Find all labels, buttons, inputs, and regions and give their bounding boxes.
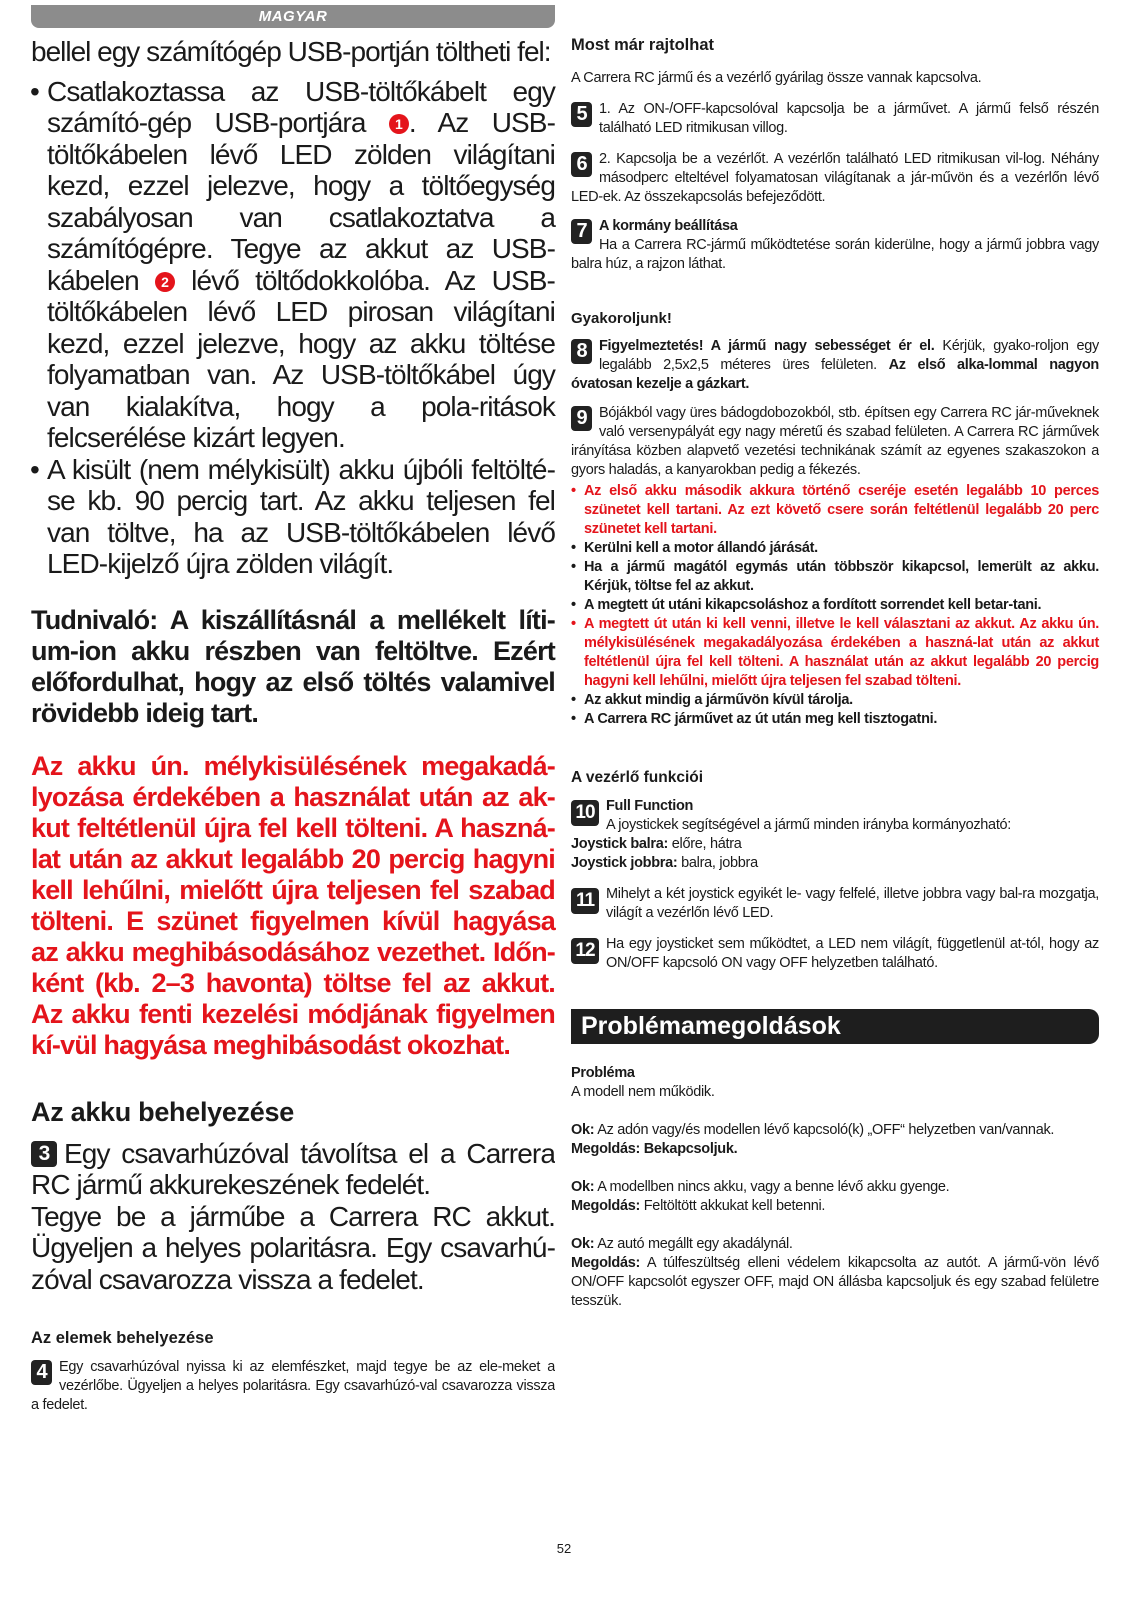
- step-8-text: Kérjük, gyako-roljon egy legalább 2,5x2,5 méteres üres felületen.: [599, 338, 1099, 373]
- shipping-note: Tudnivaló: A kiszállításnál a mellékelt líti-um-ion akku részben van feltöltve. Ezért előfordulhat, hogy az első töltés valamivel rövidebb ideig tart.: [31, 604, 555, 728]
- step-4-number: 4: [31, 1360, 52, 1385]
- list-item-text: A Carrera RC járművet az út után meg kell tisztogatni.: [584, 711, 938, 727]
- list-item: • A megtett út utáni kikapcsoláshoz a fordított sorrendet kell betar-tani.: [571, 597, 1042, 613]
- step-6: [571, 150, 1099, 207]
- step-12: [571, 935, 1099, 973]
- right-column: [571, 36, 1099, 1311]
- battery-insert-heading: Az akku behelyezése: [31, 1096, 294, 1127]
- cause-text: A modellben nincs akku, vagy a benne lévő akku gyenge.: [594, 1179, 950, 1195]
- step-8: [571, 337, 1099, 394]
- step-9-number: 9: [571, 406, 592, 431]
- troubleshooting-banner: Problémamegoldások: [571, 1009, 1099, 1044]
- step-10: [571, 797, 1099, 873]
- bullet-text: . Az USB-töltőkábelen lévő LED zölden világítani kezd, ezzel jelezve, hogy a töltőegység szabályosan van csatlakoztatva a számítógépre. Tegye az akkut az USB-kábelen: [47, 107, 555, 296]
- step-11-text: Mihelyt a két joystick egyikét le- vagy felfelé, illetve jobbra vagy bal-ra mozgatja, világít a vezérlőn lévő LED.: [606, 886, 1099, 921]
- callout-2-icon: 2: [155, 272, 175, 292]
- bullet-charge-time: [31, 454, 555, 580]
- step-4: [31, 1358, 555, 1415]
- list-item: • Kerülni kell a motor állandó járását.: [571, 540, 818, 556]
- step-10-title: Full Function: [606, 798, 694, 814]
- bullet-text: Csatlakoztassa az USB-töltőkábelt egy számító-gép USB-portjára: [47, 75, 555, 138]
- list-item-text: Az első akku második akkura történő cseréje esetén legalább 10 perces szünetet kell tartani. Az ezt követő csere során feltétlenül legalább 20 perc szünetet kell tartani.: [584, 483, 1099, 537]
- step-7-title: A kormány beállítása: [599, 218, 738, 234]
- step-7: [571, 217, 1099, 274]
- page-number: 52: [556, 1541, 572, 1556]
- solution-label: Megoldás:: [571, 1255, 641, 1271]
- list-item-text: Az akkut mindig a járművön kívül tárolja.: [584, 692, 853, 708]
- list-item: • Az első akku második akkura történő cseréje esetén legalább 10 perces szünetet kell tartani. Az ezt követő csere során feltétlenül legalább 20 perc szünetet kell tartani.: [571, 483, 1099, 537]
- cause-text: Az autó megállt egy akadálynál.: [594, 1236, 793, 1252]
- practice-heading: Gyakoroljunk!: [571, 310, 672, 327]
- bullet-dot: •: [30, 75, 39, 107]
- list-item: • A megtett út után ki kell venni, illetve le kell választani az akkut. Az akku ún. mélykisülésének megakadályozása érdekében a haszná-lat után az akkut feltétlenül újra fel kell tölteni. A használat után az akkut legalább 20 percig hagyni kell lehűlni, mielőtt újra teljesen fel szabad tölteni.: [571, 616, 1099, 689]
- list-item-text: Kerülni kell a motor állandó járását.: [584, 540, 818, 556]
- list-item: • Ha a jármű magától egymás után többször kikapcsol, lemerült az akku. Kérjük, töltse fel az akkut.: [571, 559, 1099, 594]
- cause-label: Ok:: [571, 1236, 595, 1252]
- language-tab: MAGYAR: [31, 5, 555, 28]
- left-column: [31, 36, 555, 1415]
- step-7-text: Ha a Carrera RC-jármű működtetése során kiderülne, hogy a jármű jobbra vagy balra húz, a rajzon láthat.: [571, 237, 1099, 272]
- step-6-text: 2. Kapcsolja be a vezérlőt. A vezérlőn található LED ritmikusan vil-log. Néhány másodperc elteltével folyamatosan világítanak a jár-művön és a vezérlőn lévő LED-ek. Az összekapcsolás befejeződött.: [571, 151, 1099, 205]
- bullet-text: lévő töltődokkolóba. Az USB-töltőkábelen lévő LED pirosan világítani kezd, ezzel jelezve, hogy az akku töltése folyamatban van. Az USB-töltőkábel úgy van kialakítva, hogy a pola-ritások felcserélése kizárt legyen.: [47, 264, 555, 453]
- bullet-dot: •: [30, 453, 39, 485]
- problem-text: A modell nem működik.: [571, 1084, 715, 1100]
- charging-instructions: [31, 36, 555, 580]
- step-3-text: Egy csavarhúzóval távolítsa el a Carrera RC jármű akkurekeszének fedelét.: [31, 1137, 555, 1200]
- start-heading: Most már rajtolhat: [571, 36, 715, 54]
- solution-text: Megoldás: Bekapcsoljuk.: [571, 1141, 738, 1157]
- step-11: [571, 885, 1099, 923]
- cause-text: Az adón vagy/és modellen lévő kapcsoló(k) „OFF“ helyzetben van/vannak.: [594, 1122, 1055, 1138]
- joystick-left-text: előre, hátra: [668, 836, 742, 852]
- start-intro: A Carrera RC jármű és a vezérlő gyárilag össze vannak kapcsolva.: [571, 70, 982, 86]
- solution-label: Megoldás:: [571, 1198, 641, 1214]
- step-10-text: A joystickek segítségével a jármű minden irányba kormányozható:: [606, 817, 1012, 833]
- step-6-number: 6: [571, 152, 592, 177]
- list-item: • Az akkut mindig a járművön kívül tárolja.: [571, 692, 853, 708]
- bullet-usb-charging: [31, 76, 555, 454]
- step-4-text: Egy csavarhúzóval nyissa ki az elemfészket, majd tegye be az ele-meket a vezérlőbe. Ügyeljen a helyes polaritásra. Egy csavarhúzó-val csavarozza vissza a fedelet.: [31, 1359, 555, 1413]
- list-item: • A Carrera RC járművet az út után meg kell tisztogatni.: [571, 711, 938, 727]
- cause-label: Ok:: [571, 1122, 595, 1138]
- step-12-number: 12: [571, 938, 599, 964]
- step-5-text: 1. Az ON-/OFF-kapcsolóval kapcsolja be a járművet. A jármű felső részén található LED ritmikusan villog.: [599, 101, 1099, 136]
- step-8-warning: Figyelmeztetés! A jármű nagy sebességet ér el.: [599, 338, 935, 354]
- callout-1-icon: 1: [389, 114, 409, 134]
- list-item-text: Ha a jármű magától egymás után többször kikapcsol, lemerült az akku. Kérjük, töltse fel az akkut.: [584, 559, 1099, 594]
- bullet-text: A kisült (nem mélykisült) akku újbóli feltölté-se kb. 90 percig tart. Az akku teljesen fel van töltve, ha az USB-töltőkábelen lévő LED-kijelző újra zölden világít.: [47, 453, 555, 579]
- intro-text: bellel egy számítógép USB-portján töltheti fel:: [31, 36, 551, 67]
- step-5-number: 5: [571, 102, 592, 127]
- step-5: [571, 100, 1099, 138]
- list-item-text: A megtett út után ki kell venni, illetve le kell választani az akkut. Az akku ún. mélykisülésének megakadályozása érdekében a haszná-lat után az akkut feltétlenül újra fel kell tölteni. A használat után az akkut legalább 20 percig hagyni kell lehűlni, mielőtt újra teljesen fel szabad tölteni.: [584, 616, 1099, 689]
- step-7-number: 7: [571, 219, 592, 244]
- step-12-text: Ha egy joysticket sem működtet, a LED nem világít, függetlenül at-tól, hogy az ON/OFF kapcsoló ON vagy OFF helyzetben található.: [606, 936, 1099, 971]
- step-11-number: 11: [571, 888, 599, 914]
- problem-label: Probléma: [571, 1065, 635, 1081]
- controller-heading: A vezérlő funkciói: [571, 769, 704, 786]
- step-10-number: 10: [571, 800, 599, 826]
- step-3-text-2: Tegye be a járműbe a Carrera RC akkut. Ügyeljen a helyes polaritásra. Egy csavarhú-zóval csavarozza vissza a fedelet.: [31, 1200, 555, 1295]
- solution-text: Feltöltött akkukat kell betenni.: [640, 1198, 826, 1214]
- joystick-right-label: Joystick jobbra:: [571, 855, 678, 871]
- cells-insert-heading: Az elemek behelyezése: [31, 1329, 214, 1347]
- practice-bullets: [571, 482, 1099, 729]
- step-3-number: 3: [31, 1141, 57, 1167]
- step-8-number: 8: [571, 339, 592, 364]
- step-9: [571, 404, 1099, 480]
- troubleshooting: [571, 1064, 1099, 1311]
- step-8-caution: Az első alka-lommal nagyon óvatosan kezelje a gázkart.: [571, 357, 1099, 392]
- list-item-text: A megtett út utáni kikapcsoláshoz a fordított sorrendet kell betar-tani.: [584, 597, 1042, 613]
- cause-label: Ok:: [571, 1179, 595, 1195]
- joystick-left-label: Joystick balra:: [571, 836, 669, 852]
- step-9-text: Bójákból vagy üres bádogdobozokból, stb. építsen egy Carrera RC jár-műveknek való versenypályát egy nagy méretű és szabad felületen. A Carrera RC járművek irányítása közben alapvető vezetési technikának számít az egyenes szakaszokon a gyors haladás, a kanyarokban pedig a fékezés.: [571, 405, 1099, 478]
- deep-discharge-warning: Az akku ún. mélykisülésének megakadá-lyozása érdekében a használat után az ak-kut feltétlenül újra fel kell tölteni. A haszná-lat után az akkut legalább 20 percig hagyni kell lehűlni, mielőtt újra teljesen fel szabad tölteni. E szünet figyelmen kívül hagyása az akku meghibásodásához vezethet. Időn-ként (kb. 2–3 havonta) töltse fel az akkut. Az akku fenti kezelési módjának figyelmen kí-vül hagyása meghibásodást okozhat.: [31, 750, 555, 1060]
- joystick-right-text: balra, jobbra: [677, 855, 758, 871]
- step-3: [31, 1138, 555, 1296]
- solution-text: A túlfeszültség elleni védelem kikapcsolta az autót. A jármű-vön lévő ON/OFF kapcsolót egyszer OFF, majd ON állásba kapcsoljuk és egy szabad felületre tesszük.: [571, 1255, 1099, 1309]
